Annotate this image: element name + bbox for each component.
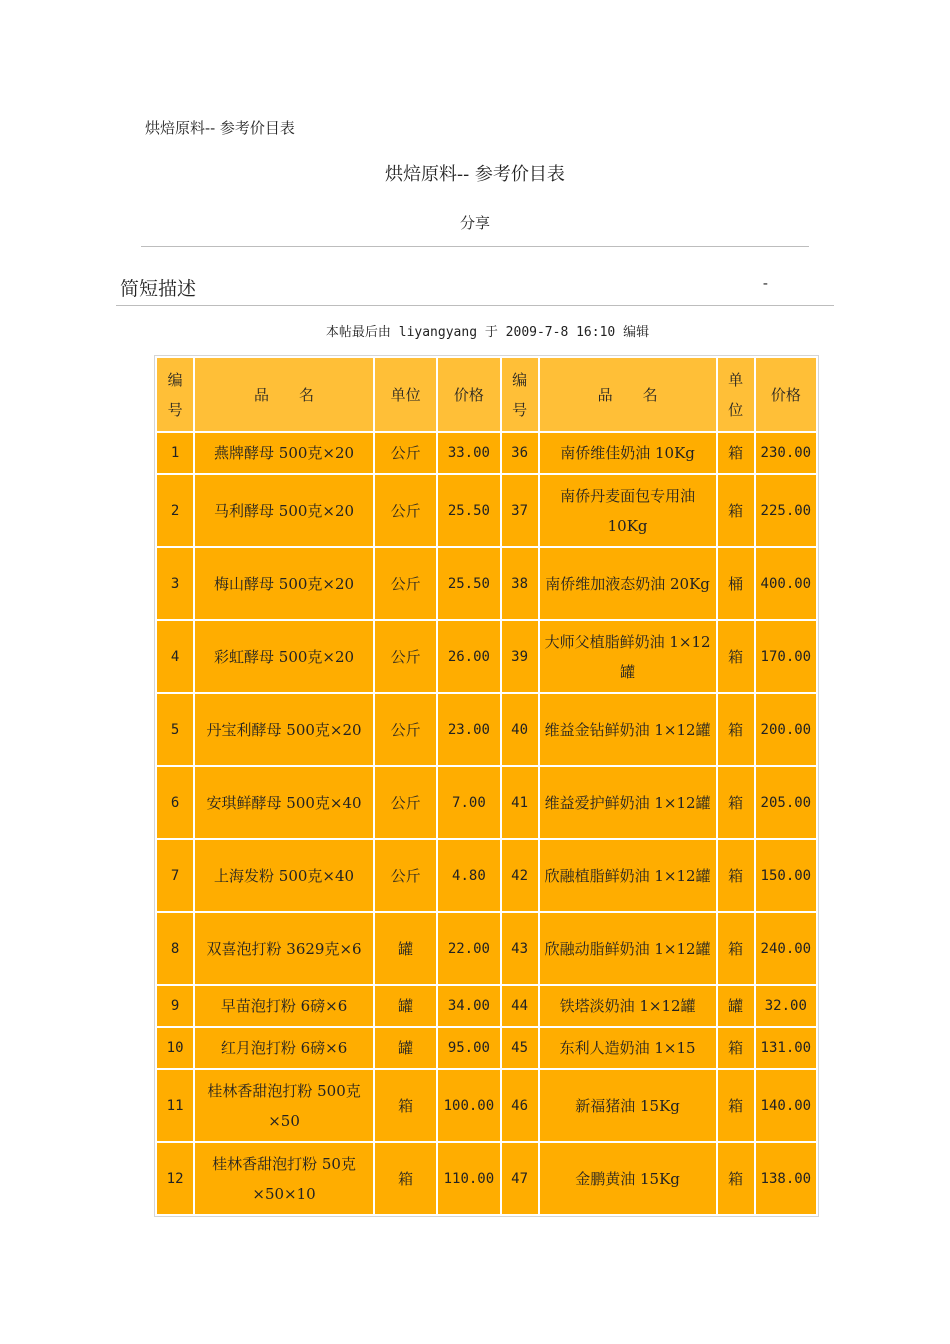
cell-unit: 箱: [718, 767, 754, 838]
summary-section-header: [118, 272, 832, 302]
cell-number: 37: [502, 475, 538, 546]
cell-product: 马利酵母 500克×20: [195, 475, 373, 546]
header-cell-number: 编号: [157, 358, 193, 431]
cell-product: 维益爱护鲜奶油 1×12罐: [540, 767, 716, 838]
cell-number: 43: [502, 913, 538, 984]
header-cell-unit: 单位: [718, 358, 754, 431]
share-link[interactable]: 分享: [459, 214, 490, 232]
cell-number: 39: [502, 621, 538, 692]
cell-price: 25.50: [438, 475, 499, 546]
cell-number: 44: [502, 986, 538, 1026]
divider: [141, 246, 809, 247]
cell-product: 维益金钻鲜奶油 1×12罐: [540, 694, 716, 765]
cell-number: 8: [157, 913, 193, 984]
table-row: [157, 1070, 816, 1141]
cell-product: 早苗泡打粉 6磅×6: [195, 986, 373, 1026]
cell-product: 南侨维佳奶油 10Kg: [540, 433, 716, 473]
cell-number: 9: [157, 986, 193, 1026]
table-row: [157, 913, 816, 984]
summary-title: 简短描述: [120, 278, 197, 300]
cell-price: 95.00: [438, 1028, 499, 1068]
table-row: [157, 433, 816, 473]
cell-price: 33.00: [438, 433, 499, 473]
cell-price: 26.00: [438, 621, 499, 692]
cell-price: 170.00: [756, 621, 816, 692]
cell-unit: 箱: [375, 1143, 436, 1214]
cell-price: 140.00: [756, 1070, 816, 1141]
cell-price: 400.00: [756, 548, 816, 619]
cell-product: 南侨维加液态奶油 20Kg: [540, 548, 716, 619]
cell-price: 32.00: [756, 986, 816, 1026]
cell-number: 47: [502, 1143, 538, 1214]
cell-unit: 箱: [718, 913, 754, 984]
cell-unit: 公斤: [375, 621, 436, 692]
cell-product: 欣融植脂鲜奶油 1×12罐: [540, 840, 716, 911]
page-title: 烘焙原料-- 参考价目表: [385, 164, 565, 185]
cell-price: 100.00: [438, 1070, 499, 1141]
cell-price: 200.00: [756, 694, 816, 765]
cell-product: 金鹏黄油 15Kg: [540, 1143, 716, 1214]
cell-price: 138.00: [756, 1143, 816, 1214]
cell-product: 燕牌酵母 500克×20: [195, 433, 373, 473]
cell-unit: 公斤: [375, 548, 436, 619]
cell-unit: 箱: [375, 1070, 436, 1141]
cell-product: 彩虹酵母 500克×20: [195, 621, 373, 692]
header-cell-number: 编号: [502, 358, 538, 431]
cell-price: 131.00: [756, 1028, 816, 1068]
cell-unit: 箱: [718, 475, 754, 546]
header-cell-product: 品 名: [540, 358, 716, 431]
header-cell-price: 价格: [756, 358, 816, 431]
cell-unit: 桶: [718, 548, 754, 619]
cell-price: 150.00: [756, 840, 816, 911]
table-header-row: [157, 358, 816, 431]
collapse-button[interactable]: -: [762, 274, 768, 292]
price-table: [154, 355, 819, 1217]
cell-number: 12: [157, 1143, 193, 1214]
cell-number: 6: [157, 767, 193, 838]
edit-note: 本帖最后由 liyangyang 于 2009-7-8 16:10 编辑: [325, 325, 650, 340]
cell-unit: 罐: [718, 986, 754, 1026]
cell-product: 丹宝利酵母 500克×20: [195, 694, 373, 765]
cell-number: 45: [502, 1028, 538, 1068]
cell-number: 5: [157, 694, 193, 765]
cell-unit: 公斤: [375, 767, 436, 838]
cell-unit: 箱: [718, 1143, 754, 1214]
cell-unit: 箱: [718, 694, 754, 765]
cell-product: 桂林香甜泡打粉 500克×50: [195, 1070, 373, 1141]
cell-number: 10: [157, 1028, 193, 1068]
cell-price: 205.00: [756, 767, 816, 838]
cell-price: 240.00: [756, 913, 816, 984]
cell-number: 46: [502, 1070, 538, 1141]
cell-price: 110.00: [438, 1143, 499, 1214]
header-cell-price: 价格: [438, 358, 499, 431]
cell-number: 38: [502, 548, 538, 619]
cell-number: 7: [157, 840, 193, 911]
table-row: [157, 840, 816, 911]
cell-unit: 箱: [718, 840, 754, 911]
header-cell-unit: 单位: [375, 358, 436, 431]
cell-product: 东利人造奶油 1×15: [540, 1028, 716, 1068]
cell-unit: 箱: [718, 621, 754, 692]
cell-unit: 罐: [375, 913, 436, 984]
table-row: [157, 548, 816, 619]
cell-price: 7.00: [438, 767, 499, 838]
cell-product: 桂林香甜泡打粉 50克×50×10: [195, 1143, 373, 1214]
cell-number: 11: [157, 1070, 193, 1141]
cell-number: 2: [157, 475, 193, 546]
cell-price: 225.00: [756, 475, 816, 546]
table-row: [157, 1028, 816, 1068]
table-row: [157, 767, 816, 838]
cell-price: 23.00: [438, 694, 499, 765]
cell-product: 红月泡打粉 6磅×6: [195, 1028, 373, 1068]
cell-unit: 箱: [718, 1070, 754, 1141]
cell-product: 大师父植脂鲜奶油 1×12罐: [540, 621, 716, 692]
cell-number: 36: [502, 433, 538, 473]
cell-product: 铁塔淡奶油 1×12罐: [540, 986, 716, 1026]
cell-product: 新福猪油 15Kg: [540, 1070, 716, 1141]
cell-unit: 箱: [718, 1028, 754, 1068]
cell-product: 梅山酵母 500克×20: [195, 548, 373, 619]
cell-unit: 公斤: [375, 433, 436, 473]
cell-unit: 罐: [375, 1028, 436, 1068]
cell-unit: 公斤: [375, 840, 436, 911]
cell-unit: 公斤: [375, 694, 436, 765]
cell-number: 4: [157, 621, 193, 692]
cell-number: 41: [502, 767, 538, 838]
cell-number: 40: [502, 694, 538, 765]
cell-price: 4.80: [438, 840, 499, 911]
divider: [116, 305, 834, 306]
cell-unit: 公斤: [375, 475, 436, 546]
cell-price: 22.00: [438, 913, 499, 984]
cell-product: 上海发粉 500克×40: [195, 840, 373, 911]
cell-number: 42: [502, 840, 538, 911]
cell-price: 25.50: [438, 548, 499, 619]
header-cell-product: 品 名: [195, 358, 373, 431]
cell-product: 欣融动脂鲜奶油 1×12罐: [540, 913, 716, 984]
cell-price: 230.00: [756, 433, 816, 473]
table-row: [157, 694, 816, 765]
cell-number: 3: [157, 548, 193, 619]
cell-price: 34.00: [438, 986, 499, 1026]
table-row: [157, 986, 816, 1026]
table-row: [157, 621, 816, 692]
table-row: [157, 1143, 816, 1214]
document-header: 烘焙原料-- 参考价目表: [145, 119, 295, 137]
cell-unit: 罐: [375, 986, 436, 1026]
table-row: [157, 475, 816, 546]
cell-unit: 箱: [718, 433, 754, 473]
cell-number: 1: [157, 433, 193, 473]
cell-product: 安琪鲜酵母 500克×40: [195, 767, 373, 838]
cell-product: 双喜泡打粉 3629克×6: [195, 913, 373, 984]
cell-product: 南侨丹麦面包专用油 10Kg: [540, 475, 716, 546]
